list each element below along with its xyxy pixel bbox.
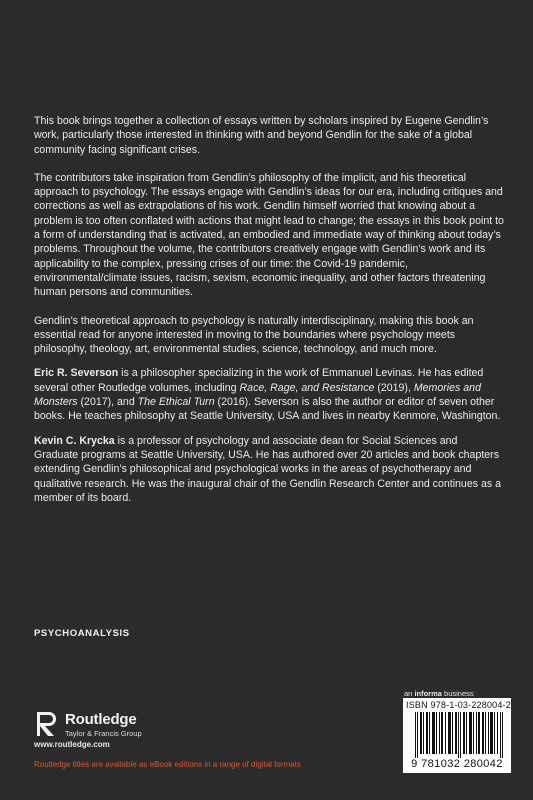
author-name: Eric R. Severson — [34, 367, 119, 380]
routledge-logo — [34, 710, 154, 740]
isbn-barcode — [403, 698, 511, 773]
publisher-group: Taylor & Francis Group — [65, 729, 142, 738]
publisher-url[interactable]: www.routledge.com — [34, 740, 110, 749]
book-title: Race, Rage, and Resistance — [239, 381, 375, 394]
subject-category: PSYCHOANALYSIS — [34, 628, 130, 639]
bio-text: (2016). Severson is also the author or editor of seven other books. He teaches philosophy at Seattle University, USA and lives in nearby Kenmore, Washington. — [34, 396, 501, 423]
bio-text: (2017), and — [77, 396, 138, 409]
bio-text: (2019), — [374, 381, 414, 394]
blurb-paragraph-3: Gendlin’s theoretical approach to psychology is naturally interdisciplinary, making this book an essential read for anyone interested in moving to the boundaries where psychology meets philosophy, theology, art, environmental studies, science, technology, and much more. — [34, 314, 474, 356]
bio-text: is a philosopher specializing in the work of Emmanuel Levinas. He has edited several other Routledge volumes, including — [34, 367, 484, 394]
publisher-name: Routledge — [65, 711, 137, 728]
blurb-paragraph-2: The contributors take inspiration from Gendlin’s philosophy of the implicit, and his theoretical approach to psychology. The essays engage with Gendlin’s ideas for our era, including critiques and corrections as well as extrapolations of his work. Gendlin himself worried that knowing about a problem is too often conflated with actions that might lead to change; the essays in this book point to a form of understanding that is activated, an embodied and immediate way of thinking about today’s problems. Throughout the volume, the contributors creatively engage with Gendlin’s work and its applicability to the complex, pressing crises of our time: the Covid-19 pandemic, environmental/climate issues, racism, sexism, economic inequality, and other factors threatening human persons and communities. — [34, 171, 504, 299]
informa-brand: informa — [414, 689, 442, 698]
informa-prefix: an — [404, 689, 415, 698]
barcode-icon — [415, 712, 503, 758]
ebook-note: Routledge titles are available as eBook editions in a range of digital formats — [34, 760, 301, 769]
author-name: Kevin C. Krycka — [34, 434, 115, 447]
blurb-paragraph-1: This book brings together a collection of essays written by scholars inspired by Eugene Gendlin’s work, particularly those interested in thinking with and beyond Gendlin for the sake of a global community facing significant crises. — [34, 115, 489, 156]
informa-business-label — [404, 689, 474, 698]
book-title: Memories and Monsters — [34, 381, 481, 409]
back-cover-blurb — [34, 114, 504, 519]
isbn-number: ISBN 978-1-03-228004-2 — [406, 700, 511, 710]
informa-suffix: business — [441, 689, 474, 698]
author-bio-severson — [34, 366, 504, 423]
barcode-digits: 9 781032 280042 — [411, 758, 503, 770]
routledge-r-logo-icon — [34, 710, 60, 738]
author-bio-krycka — [34, 434, 504, 505]
bio-text: is a professor of psychology and associate dean for Social Sciences and Graduate programs at Seattle University, USA. He has authored over 20 articles and book chapters extending Gendlin’s philosophical and psychological works in the areas of psychotherapy and qualitative research. He was the inaugural chair of the Gendlin Research Center and continues as a member of its board. — [34, 434, 501, 504]
book-title: The Ethical Turn — [137, 396, 215, 409]
